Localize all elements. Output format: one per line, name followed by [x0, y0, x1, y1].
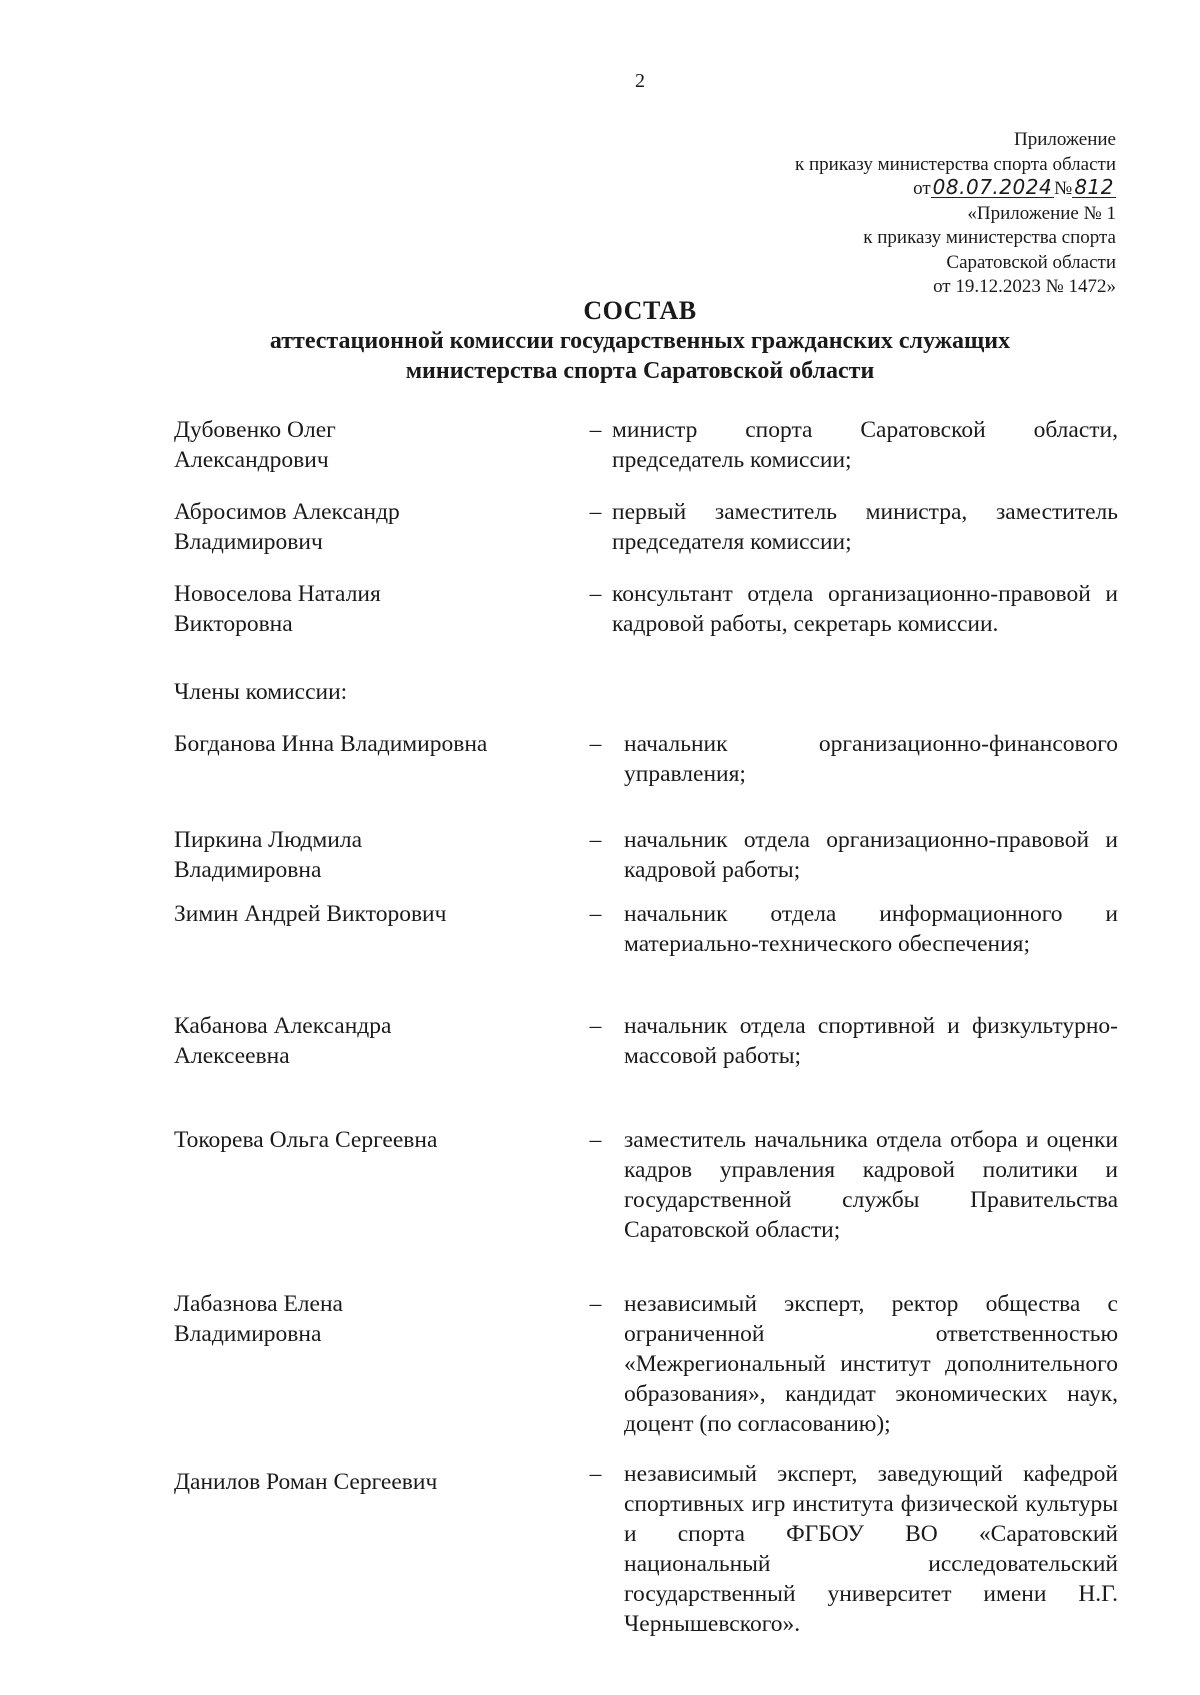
roster-row: [174, 415, 1118, 475]
appendix-line-5: к приказу министерства спорта: [863, 227, 1116, 248]
row-dash: –: [589, 1127, 602, 1153]
row-dash: –: [589, 731, 602, 757]
roster-row: [174, 1011, 1118, 1071]
member-name: Лабазнова Елена Владимировна: [174, 1291, 343, 1347]
members-label: Члены комиссии:: [174, 679, 348, 705]
member-role: первый заместитель министра, заместитель председателя комиссии;: [612, 499, 1118, 555]
member-role: консультант отдела организационно-правовой и кадровой работы, секретарь комиссии.: [612, 581, 1118, 637]
member-role: начальник отдела организационно-правовой и кадровой работы;: [624, 827, 1118, 883]
member-name: Новоселова Наталия Викторовна: [174, 581, 381, 637]
member-role: заместитель начальника отдела отбора и оценки кадров управления кадровой политики и государственной службы Правительства Саратовской области;: [624, 1127, 1118, 1243]
handwritten-number: 812: [1074, 175, 1114, 199]
row-dash: –: [589, 1461, 602, 1487]
appendix-line-1: Приложение: [1014, 129, 1116, 150]
roster-row: [174, 1459, 1118, 1639]
row-dash: –: [589, 901, 602, 927]
row-dash: –: [589, 499, 602, 525]
commission-roster: [174, 415, 1118, 1639]
row-dash: –: [589, 417, 602, 443]
appendix-date-line: [795, 177, 1116, 202]
roster-row: [174, 579, 1118, 639]
member-role: начальник организационно-финансового управления;: [624, 731, 1118, 787]
row-dash: –: [589, 1013, 602, 1039]
appendix-date-prefix: от: [913, 178, 931, 199]
document-title: [0, 296, 1200, 386]
roster-row: [174, 825, 1118, 885]
member-role: начальник отдела спортивной и физкультурно-массовой работы;: [624, 1013, 1118, 1069]
roster-row: [174, 729, 1118, 789]
roster-row: [174, 1289, 1118, 1439]
member-name: Абросимов Александр Владимирович: [174, 499, 400, 555]
roster-row: [174, 899, 1118, 959]
title-main: СОСТАВ: [583, 296, 697, 325]
member-role: независимый эксперт, заведующий кафедрой спортивных игр института физической культуры и спорта ФГБОУ ВО «Саратовский национальный исследовательский государственный университет имени Н.Г. Чернышевского».: [624, 1461, 1118, 1637]
row-dash: –: [589, 1291, 602, 1317]
page-number: 2: [635, 70, 645, 92]
appendix-line-7: от 19.12.2023 № 1472»: [933, 276, 1116, 297]
member-name: Пиркина Людмила Владимировна: [174, 827, 363, 883]
appendix-line-4: «Приложение № 1: [967, 202, 1116, 224]
member-name: Данилов Роман Сергеевич: [174, 1469, 438, 1495]
handwritten-date: 08.07.2024: [932, 175, 1053, 199]
title-sub-1: аттестационной комиссии государственных гражданских служащих: [269, 328, 1011, 354]
member-name: Кабанова Александра Алексеевна: [174, 1013, 392, 1069]
roster-row: [174, 1125, 1118, 1245]
row-dash: –: [589, 581, 602, 607]
appendix-line-2: к приказу министерства спорта области: [795, 153, 1116, 175]
appendix-header: [795, 128, 1116, 300]
member-name: Токорева Ольга Сергеевна: [174, 1127, 438, 1153]
roster-row: [174, 497, 1118, 557]
member-name: Зимин Андрей Викторович: [174, 901, 447, 927]
appendix-line-6: Саратовской области: [946, 251, 1116, 273]
appendix-number-sign: №: [1054, 178, 1073, 199]
member-role: министр спорта Саратовской области, председатель комиссии;: [612, 417, 1118, 473]
member-name: Дубовенко Олег Александрович: [174, 417, 336, 473]
member-role: независимый эксперт, ректор общества с ограниченной ответственностью «Межрегиональный институт дополнительного образования», кандидат экономических наук, доцент (по согласованию);: [624, 1291, 1118, 1437]
member-role: начальник отдела информационного и материально-технического обеспечения;: [624, 901, 1118, 957]
row-dash: –: [589, 827, 602, 853]
member-name: Богданова Инна Владимировна: [174, 731, 488, 757]
title-sub-2: министерства спорта Саратовской области: [405, 358, 875, 384]
